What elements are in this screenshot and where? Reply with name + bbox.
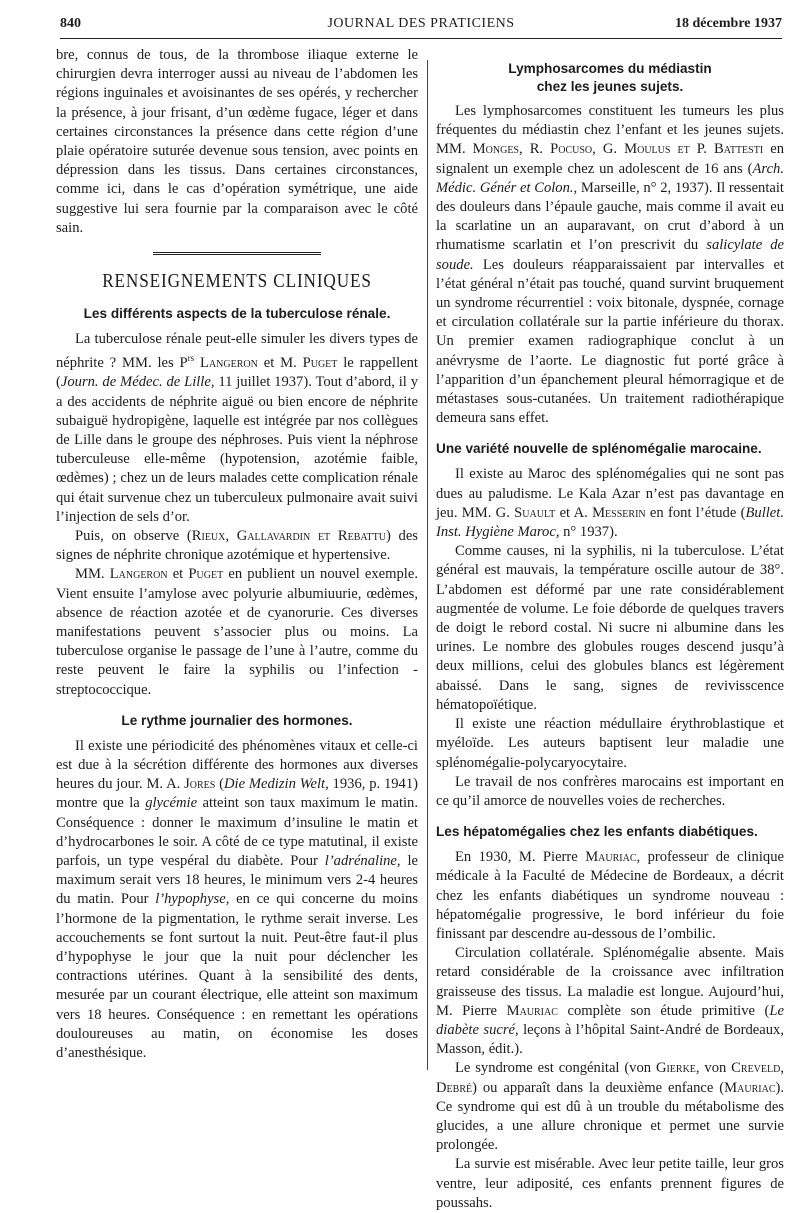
article-paragraph: Il existe une réaction médullaire érythroblastique et myéloïde. Les auteurs baptisent leur maladie une splénomégalie-polycaryocytaire.: [436, 716, 784, 771]
article-paragraph: Le travail de nos confrères marocains est important en ce qu’il amorce de nouvelles voies de recherches.: [436, 773, 784, 809]
article-paragraph: En 1930, M. Pierre Mauriac, professeur de clinique médicale à la Faculté de Médecine de Bordeaux, a décrit chez les enfants diabétiques un syndrome nouveau : hépatomégalie progressive, le bord inférieur du foie finissant par descendre au-dessous de l’ombilic.: [436, 849, 784, 942]
article-paragraph: Il existe une périodicité des phénomènes vitaux et celle-ci est due à la sécrétion différente des hormones aux diverses heures du jour. M. A. Jores (Die Medizin Welt, 1936, p. 1941) montre que la glycémie atteint son taux maximum le matin. Conséquence : donner le maximum d’insuline le matin et d’hydrocarbones le soir. A côté de ce type matutinal, il existe parfois, un type vespéral du diabète. Pour l’adrénaline, le maximum serait vers 18 heures, le minimum vers 2-4 heures du matin. Pour l’hypophyse, en ce qui concerne du moins l’hormone de la pigmentation, le rythme serait inverse. Les accouchements se font surtout la nuit. Peut-être faut-il plus d’hypophyse le jour que la nuit pour déclencher les contractions utérines. Quant à la sensibilité des dents, mesurée par un courant électrique, elle atteint son maximum vers 18 heures. Conséquence : en remettant les opérations douloureuses au matin, on économise les doses d’anesthésique.: [56, 737, 418, 1061]
section-heading: RENSEIGNEMENTS CLINIQUES: [102, 270, 372, 293]
journal-title: JOURNAL DES PRATICIENS: [327, 16, 515, 31]
column-divider: [427, 60, 428, 1070]
article-paragraph: Le syndrome est congénital (von Gierke, von Creveld, Debré) ou apparaît dans la deuxième enfance (Mauriac). Ce syndrome qui est dû à un trouble du métabolisme des glucides, a une allure chronique et permet une survie prolongée.: [436, 1060, 784, 1154]
right-column: [436, 46, 784, 1213]
article-paragraph: Puis, on observe (Rieux, Gallavardin et Rebattu) des signes de néphrite chronique azotémique et hypertensive.: [56, 527, 418, 564]
article-paragraph: Les lymphosarcomes constituent les tumeurs les plus fréquentes du médiastin chez l’enfant et les jeunes sujets. MM. Monges, R. Pocuso, G. Moulus et P. Battesti en signalent un exemple chez un adolescent de 16 ans (Arch. Médic. Génér et Colon., Marseille, n° 2, 1937). Il ressentait des douleurs dans l’épaule gauche, mais comme il avait eu la scarlatine un an auparavant, on crut d’abord à un rhumatisme scarlatin et l’on prescrivit du salicylate de soude. Les douleurs réapparaissaient par intervalles et l’état général n’était pas touché, quand survint bruquement un syndrome récurrentiel : voix bitonale, dyspnée, cornage et circulation collatérale sur la partie inférieure du thorax. Un premier examen radiographique conclut à un anévrysme de l’aorte. Le diagnostic fut porté grâce à l’apparition d’un épanchement pleural hémorragique et de métastases sous-cutanées. Un traitement radiothérapique demeura sans effet.: [436, 103, 784, 427]
issue-date: 18 décembre 1937: [674, 16, 782, 31]
article-title-hepatomegalies: Les hépatomégalies chez les enfants diabétiques.: [436, 824, 758, 840]
article-paragraph: La tuberculose rénale peut-elle simuler les divers types de néphrite ? MM. les $P^{rs}$ Langeron et M. Puget le rappellent (Journ. de Médec. de Lille, 11 juillet 1937). Tout d’abord, il y a des accidents de néphrite aiguë ou bien encore de néphrite subaiguë hydropigène, laquelle est intégrée par nos collègues de Lille dans le groupe des néphroses. Puis vient la néphrose tuberculeuse elle-même (hypotension, azotémie faible, œdèmes) ; chez un de leurs malades cette complication rénale qui était survenue chez un tuberculeux pulmonaire avait suivi l’injection de sels d’or.: [56, 331, 418, 525]
article-paragraph: La survie est misérable. Avec leur petite taille, leur gros ventre, leur adiposité, ces enfants prennent figures de poussahs.: [436, 1156, 784, 1211]
section-rule: [153, 252, 321, 255]
header-rule: [60, 38, 782, 39]
article-title-hormones: Le rythme journalier des hormones.: [121, 712, 353, 728]
article-paragraph: MM. Langeron et Puget en publient un nouvel exemple. Vient ensuite l’amylose avec polyurie albumiuurie, œdèmes, absence de réaction azotée et de cyanorurie. Ces diverses manifestations peuvent s’associer plus ou moins. La tuberculose organise le passage de l’une à l’autre, comme du reste peuvent le faire la syphilis ou l’infection -streptococcique.: [56, 566, 418, 698]
article-paragraph: Comme causes, ni la syphilis, ni la tuberculose. L’état général est mauvais, la température oscille autour de 38°. L’abdomen est déformé par une rate considérablement augmentée de volume. Le foie déborde de quelques travers de doigt le rebord costal. Ni sucre ni albumine dans les urines. Le nombre des globules rouges descend jusqu’à deux millions, celui des globules blancs est légèrement abaissé. Dans le sang, signes de revivisscence hématopoïétique.: [436, 543, 784, 713]
article-title-tuberculose: Les différents aspects de la tuberculose rénale.: [83, 306, 391, 322]
page-header: [60, 14, 782, 36]
article-paragraph: Circulation collatérale. Splénomégalie absente. Mais retard considérable de la croissance avec infiltration graisseuse des tissus. La maladie est longue. Aujourd’hui, M. Pierre Mauriac complète son étude primitive (Le diabète sucré, leçons à l’hôpital Saint-André de Bordeaux, Masson, édit.).: [436, 945, 784, 1058]
page-number: 840: [60, 16, 81, 31]
left-column: [56, 46, 418, 1063]
continued-paragraph: bre, connus de tous, de la thrombose iliaque externe le chirurgien devra interroger aussi au niveau de l’abdomen les régions inguinales et avoisinantes de ses opérés, y rechercher la présence, à jour frisant, d’un œdème fugace, léger et dans certaines circonstances la présence dans cette région d’une plaie opératoire suturée devenue sous tension, avec points en dépression dans les tissus. Dans certaines circonstances, comme ici, dans le cas d’opération symétrique, une aide suggestive lui sera fournie par la comparaison avec le côté sain.: [56, 47, 418, 236]
article-title-lymphosarcomes: Lymphosarcomes du médiastin chez les jeunes sujets.: [508, 61, 712, 94]
article-paragraph: Il existe au Maroc des splénomégalies qui ne sont pas dues au paludisme. Le Kala Azar n’est pas davantage en jeu. MM. G. Suault et A. Messerin en font l’étude (Bullet. Inst. Hygiène Maroc, n° 1937).: [436, 466, 784, 541]
article-title-splenomegalie: Une variété nouvelle de splénomégalie marocaine.: [436, 441, 762, 457]
